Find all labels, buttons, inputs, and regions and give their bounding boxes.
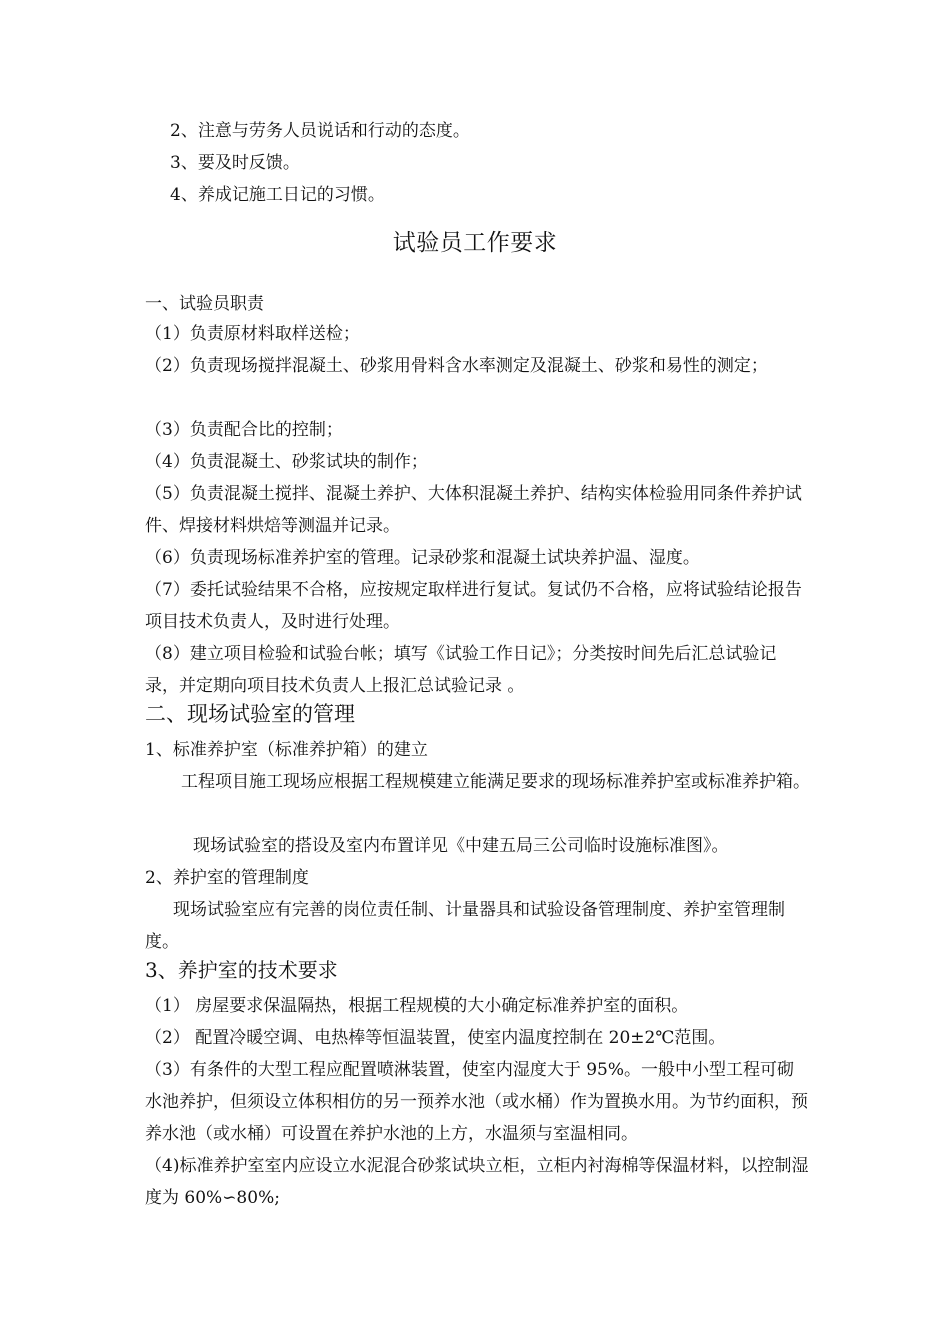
sub1-para-2: 现场试验室的搭设及室内布置详见《中建五局三公司临时设施标准图》。 xyxy=(193,836,729,856)
intro-item-2: 2、注意与劳务人员说话和行动的态度。 xyxy=(170,121,470,141)
sub3-heading: 3、养护室的技术要求 xyxy=(145,958,338,982)
duty-item-6: （6）负责现场标准养护室的管理。记录砂浆和混凝土试块养护温、湿度。 xyxy=(145,548,700,568)
duty-item-1: （1）负责原材料取样送检； xyxy=(145,324,360,344)
page-title: 试验员工作要求 xyxy=(392,230,558,256)
duty-item-5: （5）负责混凝土搅拌、混凝土养护、大体积混凝土养护、结构实体检验用同条件养护试件、焊接材料烘焙等测温并记录。 xyxy=(145,484,802,536)
tech-item-4: （4)标准养护室室内应设立水泥混合砂浆试块立柜，立柜内衬海棉等保温材料，以控制湿度为 60%∽80%; xyxy=(145,1156,809,1208)
intro-item-3: 3、要及时反馈。 xyxy=(170,153,300,173)
sub1-para-1: 工程项目施工现场应根据工程规模建立能满足要求的现场标准养护室或标准养护箱。 xyxy=(181,772,810,792)
sub2-para: 现场试验室应有完善的岗位责任制、计量器具和试验设备管理制度、养护室管理制度。 xyxy=(145,900,785,952)
duty-item-8: （8）建立项目检验和试验台帐；填写《试验工作日记》；分类按时间先后汇总试验记录，并定期向项目技术负责人上报汇总试验记录 。 xyxy=(145,644,777,696)
intro-item-4: 4、养成记施工日记的习惯。 xyxy=(170,185,385,205)
duty-item-4: （4）负责混凝土、砂浆试块的制作； xyxy=(145,452,428,472)
sub1-heading: 1、标准养护室（标准养护箱）的建立 xyxy=(145,740,428,760)
tech-item-1: （1） 房屋要求保温隔热，根据工程规模的大小确定标准养护室的面积。 xyxy=(145,996,689,1016)
tech-item-3: （3）有条件的大型工程应配置喷淋装置，使室内湿度大于 95%。一般中小型工程可砌水池养护，但须设立体积相仿的另一预养水池（或水桶）作为置换水用。为节约面积，预养水池（或水桶）可设置在养护水池的上方，水温须与室温相同。 xyxy=(145,1060,808,1144)
duty-item-7: （7）委托试验结果不合格，应按规定取样进行复试。复试仍不合格，应将试验结论报告项目技术负责人，及时进行处理。 xyxy=(145,580,802,632)
tech-item-2: （2） 配置冷暖空调、电热棒等恒温装置，使室内温度控制在 20±2℃范围。 xyxy=(145,1028,726,1048)
section2-heading: 二、现场试验室的管理 xyxy=(145,702,355,726)
duty-item-2: （2）负责现场搅拌混凝土、砂浆用骨料含水率测定及混凝土、砂浆和易性的测定； xyxy=(145,356,768,376)
section1-heading: 一、试验员职责 xyxy=(145,294,264,314)
sub2-heading: 2、养护室的管理制度 xyxy=(145,868,309,888)
duty-item-3: （3）负责配合比的控制； xyxy=(145,420,343,440)
